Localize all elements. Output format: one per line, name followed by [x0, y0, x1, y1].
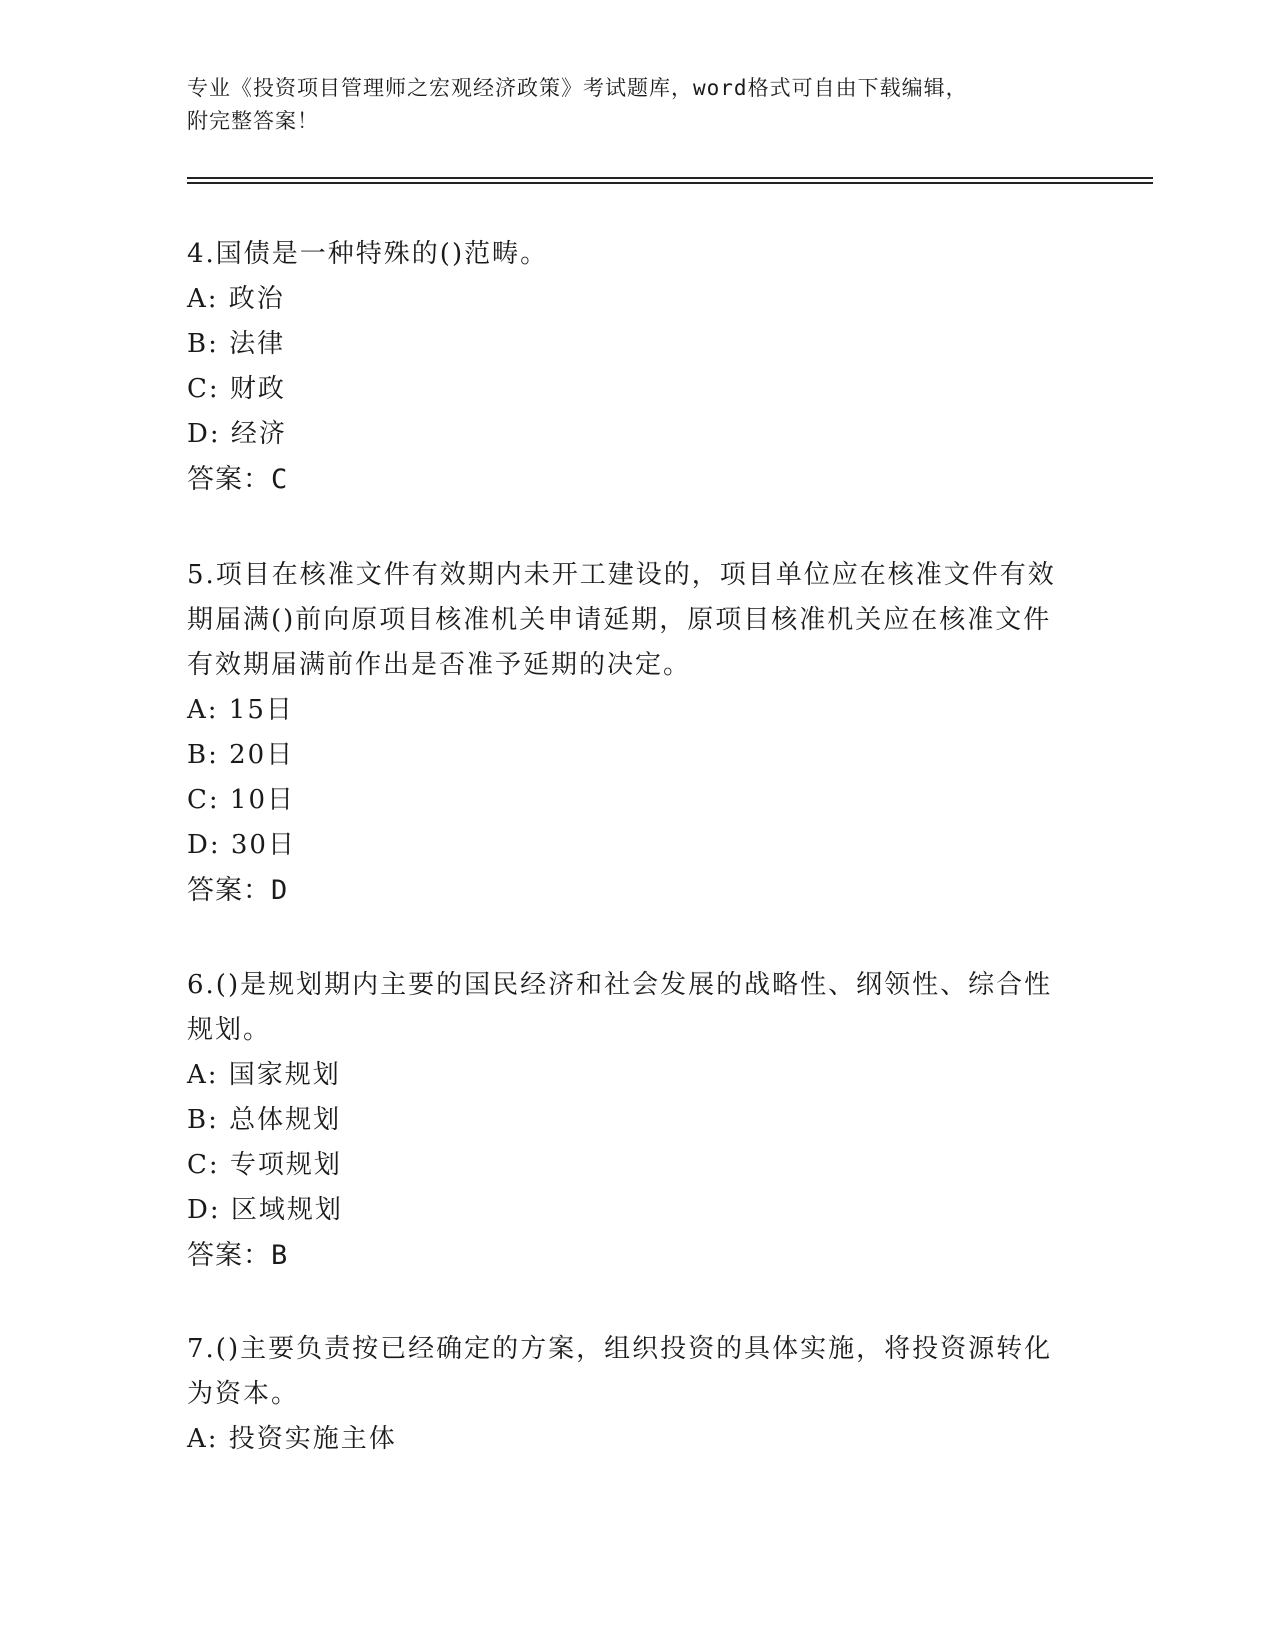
header-line-2: 附完整答案！ — [187, 109, 319, 133]
option-d: D: 经济 — [187, 419, 287, 449]
option-a: A: 国家规划 — [187, 1060, 341, 1090]
option-b: B: 法律 — [187, 329, 286, 359]
option-c: C: 10日 — [187, 785, 296, 815]
option-a: A: 15日 — [187, 695, 294, 725]
header-line-1: 专业《投资项目管理师之宏观经济政策》考试题库，word格式可自由下载编辑， — [187, 76, 968, 100]
question-6 — [187, 963, 1067, 1278]
option-d: D: 30日 — [187, 830, 296, 860]
option-a: A: 投资实施主体 — [187, 1424, 397, 1454]
answer: 答案：C — [187, 464, 289, 495]
question-7 — [187, 1327, 1067, 1462]
question-4 — [187, 232, 1067, 502]
question-5 — [187, 553, 1067, 913]
answer: 答案：B — [187, 1240, 289, 1271]
question-stem: 4.国债是一种特殊的()范畴。 — [187, 239, 549, 269]
answer: 答案：D — [187, 875, 289, 906]
option-c: C: 专项规划 — [187, 1150, 342, 1180]
option-b: B: 总体规划 — [187, 1105, 342, 1135]
question-stem: 7.()主要负责按已经确定的方案，组织投资的具体实施，将投资源转化为资本。 — [187, 1334, 1053, 1409]
option-d: D: 区域规划 — [187, 1195, 343, 1225]
question-stem: 6.()是规划期内主要的国民经济和社会发展的战略性、纲领性、综合性规划。 — [187, 970, 1053, 1045]
option-c: C: 财政 — [187, 374, 286, 404]
header-divider-bottom — [187, 182, 1153, 184]
header-divider-top — [187, 177, 1153, 179]
question-stem: 5.项目在核准文件有效期内未开工建设的，项目单位应在核准文件有效期届满()前向原项目核准机关申请延期，原项目核准机关应在核准文件有效期届满前作出是否准予延期的决定。 — [187, 560, 1056, 680]
option-a: A: 政治 — [187, 284, 285, 314]
option-b: B: 20日 — [187, 740, 295, 770]
document-header — [187, 72, 1067, 138]
